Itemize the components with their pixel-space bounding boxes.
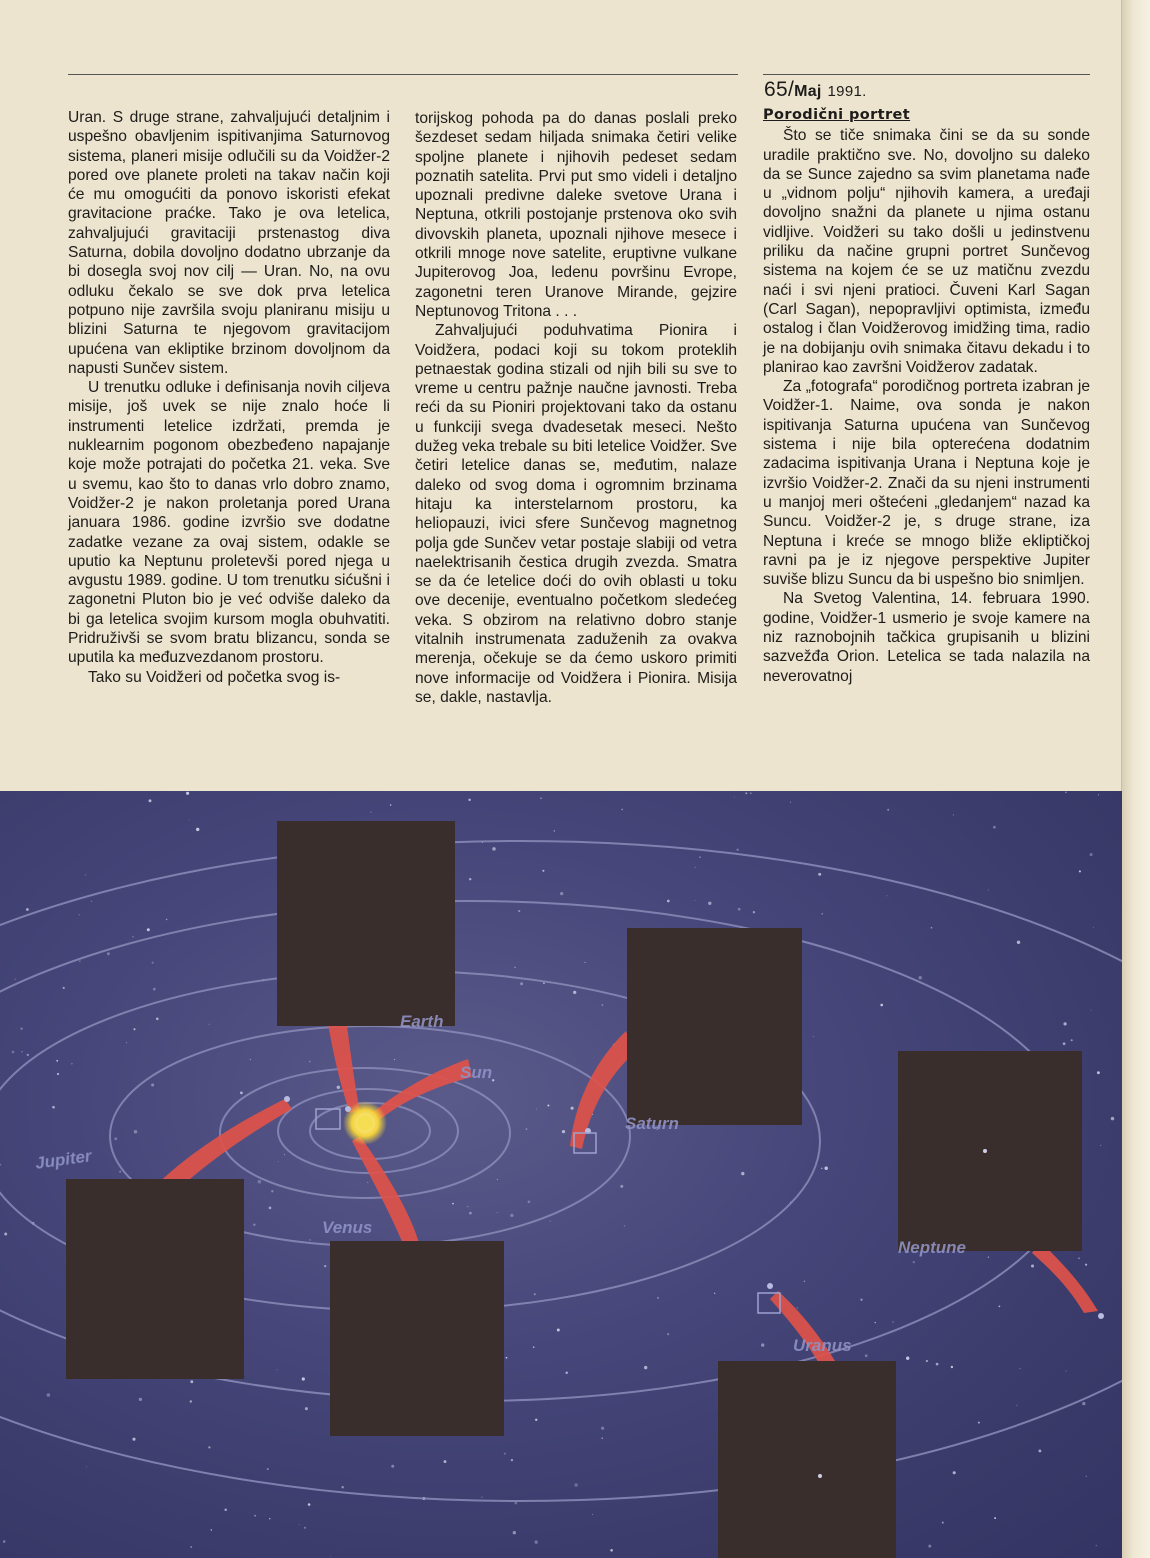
star [481, 1496, 482, 1497]
star [513, 1531, 516, 1534]
star [761, 1343, 764, 1346]
star [1086, 1476, 1087, 1477]
star [469, 878, 471, 880]
star [999, 1306, 1001, 1308]
star [337, 1086, 340, 1089]
star [557, 1329, 560, 1332]
star [269, 1518, 270, 1519]
star [750, 793, 751, 794]
star [15, 979, 16, 980]
star [190, 1546, 192, 1548]
star [520, 982, 523, 985]
solar-system-diagram [0, 791, 1122, 1558]
star [610, 1549, 613, 1552]
star [621, 809, 623, 811]
paragraph: Za „fotografa“ porodičnog portreta izabran je Voidžer-1. Naime, ova sonda je nakon ispitivanja Saturna upućena van Sunčevog sistema i nije bila opterećena dodatnim zadacima ispitivanja Urana i Neptuna koje je izvršio Voidžer-2. Znači da su njeni instrumenti u manjoj meri oštećeni „gledanjem“ nazad ka Suncu. Voidžer-2 je, s druge strane, iza Neptuna i kreće se mnogo bliže ekliptičkoj ravni pa je iz njegove perspektive Jupiter suviše blizu Suncu da bi uspešno bio snimljen. [763, 378, 1090, 589]
top-rule-right [763, 74, 1090, 75]
star [189, 819, 190, 820]
star [341, 1486, 343, 1488]
star [994, 1517, 996, 1519]
star [695, 900, 696, 901]
planet-uranus-dot [767, 1283, 773, 1289]
star [153, 988, 156, 991]
star [149, 799, 152, 802]
star [560, 892, 563, 895]
star [1090, 1009, 1091, 1010]
label-venus: Venus [322, 1218, 373, 1237]
star [186, 792, 189, 795]
star [1063, 1022, 1066, 1025]
star [86, 1466, 87, 1467]
star [444, 1460, 447, 1463]
star [667, 900, 670, 903]
paragraph: torijskog pohoda pa do danas poslali preko šezdeset sedam hiljada snimaka četiri velike spoljne planete i njihovih pedeset sedam poznatih satelita. Prvi put smo videli i detaljno upoznali predivne daleke svetove Urana i Neptuna, otkrili postojanje prstenova oko svih divovskih planeta, upoznali njihove mesece i otkrili mnoge nove satelite, eruptivne vulkane Jupiterovog Joa, ledenu površinu Evrope, zagonetni teren Uranove Mirande, gejzire Neptunovog Tritona . . . [415, 110, 737, 320]
section-heading: Porodični portret [763, 107, 911, 123]
star [139, 1398, 142, 1401]
star [208, 1446, 210, 1448]
star [1097, 1071, 1100, 1074]
star [953, 1471, 956, 1474]
star [211, 1529, 212, 1530]
star [540, 798, 541, 799]
star [302, 1377, 305, 1380]
star [988, 890, 989, 891]
star [91, 901, 92, 902]
star [1038, 1449, 1041, 1452]
star [695, 867, 696, 868]
star [993, 826, 996, 829]
star [875, 1322, 876, 1323]
star [1093, 927, 1094, 928]
star [240, 1092, 243, 1095]
text-column-1 [68, 108, 390, 687]
star [152, 962, 154, 964]
star [299, 1524, 300, 1525]
star [554, 830, 556, 832]
star [134, 1028, 136, 1030]
star [741, 1172, 744, 1175]
star [942, 1522, 944, 1524]
star [497, 1212, 498, 1213]
star [126, 1042, 127, 1043]
star [708, 902, 711, 905]
star [497, 1179, 498, 1180]
star [573, 991, 576, 994]
star [1079, 870, 1081, 872]
star [156, 1018, 159, 1021]
star [753, 911, 755, 913]
star [3, 1540, 6, 1543]
star [310, 1239, 311, 1240]
star [4, 1233, 7, 1236]
star [394, 1059, 395, 1060]
family-portrait-illustration [0, 791, 1122, 1558]
star [166, 919, 168, 921]
paragraph: Tako su Voidžeri od početka svog is- [88, 668, 341, 686]
star [745, 792, 747, 794]
star [71, 1063, 72, 1064]
star [822, 913, 823, 914]
star [1098, 794, 1099, 795]
star [267, 1468, 269, 1470]
issue-year: 1991. [827, 83, 867, 100]
star [467, 1206, 469, 1208]
frame-star [983, 1149, 987, 1153]
star [699, 856, 701, 858]
text-column-2 [415, 109, 737, 707]
star [514, 967, 515, 968]
star [114, 1137, 117, 1140]
star [390, 804, 392, 806]
star [574, 1483, 578, 1487]
star [1100, 1145, 1101, 1146]
star [518, 910, 520, 912]
star [951, 1366, 953, 1368]
star [865, 1354, 868, 1357]
issue-number: 65/ [764, 78, 795, 101]
paragraph: U trenutku odluke i definisanja novih ciljeva misije, još uvek se nije znalo hoće li instrumenti letelice izdržati, premda je nuklearnim pogonom obezbeđeno napajanje koje može potrajati do početka 21. veka. Sve u svemu, kao što to danas vrlo dobro znamo, Voidžer-2 je nakon proletanja pored Urana januara 1986. godine izvršio sve dodatne zadatke vezane za ovaj sistem, odakle se uputio ka Neptunu proletevši pored njega u avgustu 1989. godine. U tom trenutku sićušni i zagonetni Pluton bio je već odviše daleko da bi ga letelica svojim kursom mogla obuhvatiti. Pridruživši se svom bratu blizancu, sonda se uputila ka međuzvezdanom prostoru. [68, 379, 390, 667]
star [269, 1207, 272, 1210]
star [324, 1265, 326, 1267]
star [988, 1257, 989, 1258]
star [254, 1515, 256, 1517]
star [1082, 1402, 1085, 1405]
star [504, 1453, 506, 1455]
star [620, 1185, 623, 1188]
star [1016, 1405, 1017, 1406]
star [151, 1083, 154, 1086]
star [132, 1438, 135, 1441]
star [906, 1357, 909, 1360]
star [918, 976, 921, 979]
star [936, 1363, 939, 1366]
star [533, 1346, 535, 1348]
star [1066, 1370, 1067, 1371]
star [562, 1130, 565, 1133]
star [224, 1509, 226, 1511]
star [511, 1459, 513, 1461]
label-jupiter: Jupiter [33, 1146, 93, 1173]
photo-frame-jupiter [66, 1179, 244, 1379]
star [550, 1221, 551, 1222]
star [258, 1180, 262, 1184]
paragraph: Uran. S druge strane, zahvaljujući detaljnim i uspešno obavljenim ispitivanjima Saturnovog sistema, planeri misije odlučili su da Voidžer-2 pored ove planete proleti na takav način koji će mu omogućiti da ponovo iskoristi efekat gravitacione praćke. Tako je ova letelica, zahvaljujući gravitaciji prstenastog diva Saturna, dobila dovoljno dodatno ubrzanje da bi dosegla svoj nov cilj — Uran. No, na ovu odluku čekalo se sve dok prva letelica potpuno nije završila svoju planiranu misiju u blizini Saturna te njegovom gravitacijom upućena van ekliptike brzinom dovoljnom da napusti Sunčev sistem. [68, 109, 390, 377]
star [535, 1540, 538, 1543]
star [510, 1214, 513, 1217]
star [506, 1357, 508, 1359]
star [190, 1380, 193, 1383]
star [119, 1171, 121, 1173]
star [931, 927, 933, 929]
star [1078, 1257, 1080, 1259]
planet-neptune-dot [1098, 1313, 1104, 1319]
star [1085, 1264, 1087, 1266]
star [813, 1036, 814, 1037]
star [309, 1061, 311, 1063]
star [571, 1107, 574, 1110]
star [644, 1366, 647, 1369]
star [601, 1004, 603, 1006]
star [535, 1419, 537, 1421]
star [714, 1293, 715, 1294]
star [452, 1203, 454, 1205]
star [1031, 1264, 1034, 1267]
star [0, 1164, 1, 1166]
label-saturn: Saturn [625, 1114, 679, 1133]
star [304, 1527, 306, 1529]
star [536, 1109, 537, 1110]
star [565, 1372, 567, 1374]
star [601, 1427, 604, 1430]
top-rule [68, 74, 738, 75]
star [132, 936, 134, 938]
star [1111, 1117, 1114, 1120]
star [308, 1503, 311, 1506]
star [797, 1307, 798, 1308]
star [20, 1027, 23, 1030]
star [271, 1190, 273, 1192]
star [1090, 853, 1093, 856]
star [278, 1161, 279, 1162]
star [543, 982, 545, 984]
star [886, 895, 887, 896]
star [469, 1212, 472, 1215]
star [528, 1200, 531, 1203]
star [514, 1502, 517, 1505]
star [79, 960, 80, 961]
photo-frame-venus [330, 1241, 504, 1436]
star [27, 1054, 29, 1056]
star [305, 1407, 308, 1410]
issue-info [764, 78, 867, 102]
star [547, 1104, 549, 1106]
label-sun: Sun [460, 1063, 493, 1082]
star [1065, 792, 1067, 794]
star [926, 1360, 928, 1362]
star [824, 1167, 827, 1170]
issue-month: Maj [794, 83, 822, 100]
star [1017, 941, 1020, 944]
star [601, 1437, 603, 1439]
star [492, 1079, 494, 1081]
star [585, 962, 586, 963]
photo-frame-uranus [718, 1361, 896, 1558]
star [370, 812, 371, 813]
star [63, 987, 65, 989]
star [893, 1322, 894, 1323]
star [253, 1224, 256, 1227]
star [887, 809, 889, 811]
star [1071, 1039, 1073, 1041]
star [56, 1060, 58, 1062]
planet-earth-dot [345, 1106, 351, 1112]
star [526, 1128, 528, 1130]
star [468, 799, 470, 801]
star [667, 1333, 669, 1335]
star [953, 814, 954, 815]
star [734, 796, 735, 797]
page-edge [1121, 0, 1150, 1558]
star [657, 1297, 659, 1299]
beam-neptune [1032, 1241, 1098, 1313]
star [284, 1154, 285, 1155]
star [276, 1369, 277, 1370]
paragraph: Na Svetog Valentina, 14. februara 1990. godine, Voidžer-1 usmerio je svoje kamere na niz raznobojnih tačkica grupisanih u blizini sazvežđa Orion. Letelica se tada nalazila na neverovatnoj [763, 590, 1090, 685]
text-column-3 [763, 106, 1090, 686]
photo-frames [66, 821, 1082, 1558]
star [134, 1130, 137, 1133]
photo-frame-earth [277, 821, 455, 1026]
star [913, 1261, 915, 1263]
star [52, 1106, 55, 1109]
star [624, 1225, 625, 1226]
star [804, 1281, 806, 1283]
sun-icon [357, 1115, 373, 1131]
star [790, 802, 791, 803]
star [860, 1299, 862, 1301]
star [1096, 1545, 1098, 1547]
paragraph: Što se tiče snimaka čini se da su sonde uradile praktično sve. No, dovoljno su daleko da se Sunce zajedno sa svim planetama nađe u „vidnom polju“ njihovih kamera, a uređaji dovoljno snažni da planete u njima ostanu vidljive. Voidžeri su tako došli u jedinstvenu priliku da načine grupni portret Sunčevog sistema na kojem će se uz matičnu zvezdu naći i svi njeni pratioci. Čuveni Karl Sagan (Carl Sagan), nepopravljivi optimista, između ostalog i član Voidžerovog imidžing tima, radio je na dobijanju ovih snimaka čitavu dekadu i to planirao kao završni Voidžerov zadatak. [763, 127, 1090, 376]
frame-star [818, 1474, 822, 1478]
star [542, 870, 544, 872]
star [1063, 1042, 1066, 1045]
star [79, 914, 80, 915]
star [534, 1293, 536, 1295]
star [492, 847, 496, 851]
star [196, 828, 199, 831]
star [250, 1059, 251, 1060]
star [367, 1182, 368, 1183]
photo-frame-saturn [627, 928, 802, 1125]
star [147, 928, 150, 931]
star [209, 1024, 210, 1025]
star [12, 1051, 15, 1054]
star [391, 1465, 394, 1468]
star [978, 1422, 980, 1424]
label-earth: Earth [400, 1012, 444, 1031]
star [818, 873, 821, 876]
star [107, 952, 110, 955]
star [47, 1393, 51, 1397]
star [330, 1556, 331, 1557]
star [26, 908, 29, 911]
paragraph: Zahvaljujući poduhvatima Pionira i Voidžera, podaci koji su tokom proteklih petnaestak godina stizali od njih bili su sve to vreme u centru pažnje naučne javnosti. Treba reći da su Pioniri projektovani tako da ostanu u funkciji svega dvadesetak meseci. Nešto dužeg veka trebale su biti letelice Voidžer. Sve četiri letelice danas se, međutim, nalaze daleko od svog doma i ogromnim brzinama hitaju ka interstelarnom prostoru, ka heliopauzi, ivici sfere Sunčevog magnetnog polja gde Sunčev vetar postaje slabiji od vetra naelektrisanih čestica drugih zvezda. Smatra se da će letelice doći do ovih oblasti u toku ove decenije, eventualno početkom sledećeg veka. S obzirom na relativno dobro stanje vitalnih instrumenata zaduženih za ovakva merenja, očekuje se da ćemo uskoro primiti nove informacije od Voidžera i Pionira. Misija se, dakle, nastavlja. [415, 322, 737, 706]
photo-frame-neptune [898, 1051, 1082, 1251]
star [737, 849, 739, 851]
star [592, 1514, 593, 1515]
star [57, 1073, 59, 1075]
star [821, 1168, 822, 1169]
planet-jupiter-dot [284, 1096, 290, 1102]
star [85, 874, 86, 875]
star [190, 1400, 192, 1402]
star [738, 908, 741, 911]
star [928, 1545, 931, 1548]
label-neptune: Neptune [898, 1238, 966, 1257]
label-uranus: Uranus [793, 1336, 852, 1355]
star [21, 1051, 22, 1052]
star [880, 1004, 883, 1007]
star [1020, 1368, 1021, 1369]
